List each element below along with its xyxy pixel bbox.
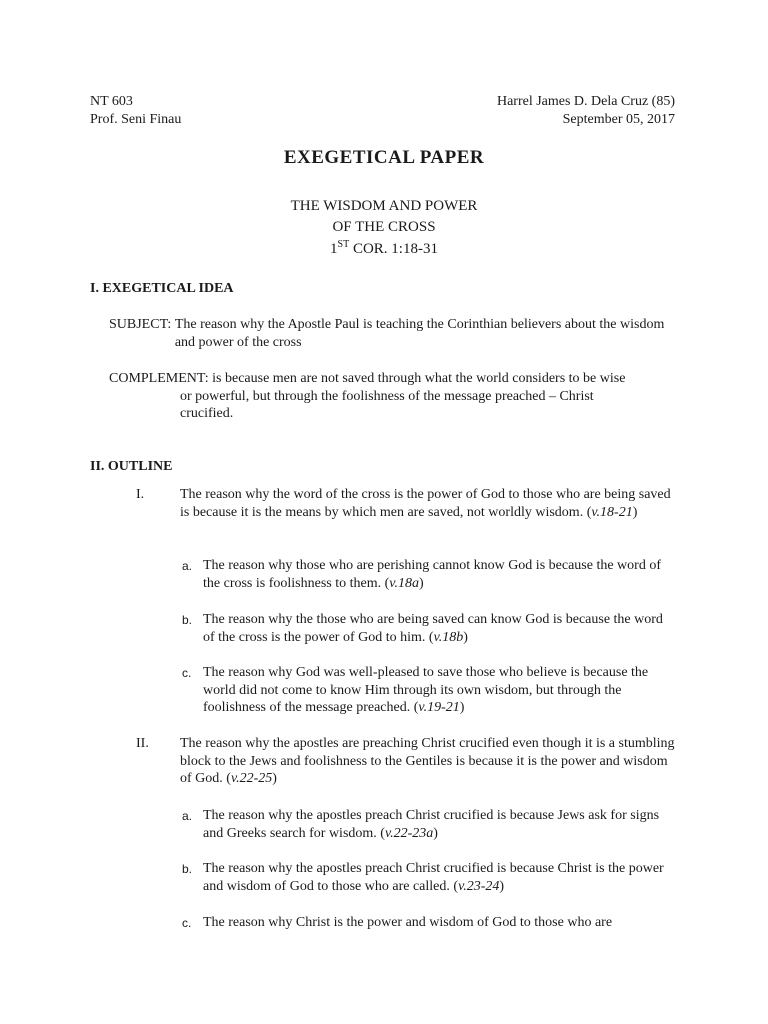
- subtitle-line-2: OF THE CROSS: [332, 219, 436, 235]
- verse-reference: v.22-25: [230, 771, 273, 786]
- paper-date: September 05, 2017: [562, 112, 675, 127]
- subject-label: SUBJECT:: [109, 317, 175, 332]
- subpoint-body: The reason why the apostles preach Christ crucified is because Christ is the power and wisdom of God to those who are called.: [203, 861, 664, 894]
- section-heading-outline: II. OUTLINE: [90, 459, 173, 474]
- outline-point-text: The reason why the apostles are preaching Christ crucified even though it is a stumbling block to the Jews and foolishness to the Gentiles is because it is the power and wisdom of God. (v.22-25): [180, 736, 675, 786]
- complement-label: COMPLEMENT:: [109, 371, 213, 386]
- outline-point-text: The reason why the word of the cross is the power of God to those who are being saved is because it is the means by which men are saved, not worldly wisdom. (v.18-21): [180, 487, 671, 520]
- subject-text: The reason why the Apostle Paul is teaching the Corinthian believers about the wisdom and power of the cross: [174, 317, 665, 350]
- verse-reference: v.23-24: [458, 878, 500, 894]
- section-heading-exegetical-idea: I. EXEGETICAL IDEA: [90, 281, 234, 296]
- subpoint-text: The reason why the those who are being saved can know God is because the word of the cross is the power of God to him. (v.18b): [203, 612, 663, 645]
- page-title: EXEGETICAL PAPER: [283, 147, 485, 168]
- book-number: 1: [330, 241, 338, 257]
- subpoint-text: The reason why those who are perishing cannot know God is because the word of the cross is foolishness to them. (v.18a): [203, 558, 661, 591]
- subpoint-body: The reason why the apostles preach Christ crucified is because Jews ask for signs and Greeks search for wisdom.: [203, 808, 660, 841]
- subpoint-body: The reason why those who are perishing cannot know God is because the word of the cross is foolishness to them.: [203, 558, 661, 591]
- complement-paragraph: [109, 370, 679, 423]
- verse-reference: v.22-23a: [384, 825, 434, 841]
- verse-reference: v.18a: [389, 575, 419, 591]
- verse-reference: v.18-21: [591, 504, 633, 520]
- book-ordinal: ST: [337, 239, 350, 250]
- verse-reference: v.19-21: [418, 700, 460, 715]
- subpoint-text: The reason why God was well-pleased to save those who believe is because the world did not come to know Him through its own wisdom, but through the foolishness of the message preached. (v.19-21): [203, 665, 649, 715]
- subtitle-line-3: [0, 239, 768, 259]
- course-code: NT 603: [90, 94, 133, 109]
- subpoint-body: The reason why the those who are being saved can know God is because the word of the cross is the power of God to him.: [203, 612, 663, 645]
- subpoint-letter: c.: [182, 666, 192, 680]
- subpoint-text: [203, 914, 673, 932]
- subpoint-letter: a.: [182, 809, 193, 823]
- complement-text-line-1: is because men are not saved through what the world considers to be wise: [212, 371, 626, 386]
- header-row-1: [90, 93, 675, 111]
- author-name: Harrel James D. Dela Cruz (85): [496, 94, 675, 109]
- outline-point-number: I.: [136, 487, 145, 502]
- outline-point-body: The reason why the word of the cross is the power of God to those who are being saved is because it is the means by which men are saved, not worldly wisdom.: [180, 487, 671, 520]
- subpoint-text: The reason why the apostles preach Christ crucified is because Jews ask for signs and Greeks search for wisdom. (v.22-23a): [203, 808, 660, 841]
- subpoint-body: The reason why God was well-pleased to save those who believe is because the world did not come to know Him through its own wisdom, but through the foolishness of the message preached.: [203, 665, 649, 715]
- subpoint-letter: b.: [182, 613, 193, 627]
- subtitle-line-1: THE WISDOM AND POWER: [290, 198, 478, 214]
- professor-name: Prof. Seni Finau: [90, 112, 182, 127]
- outline-point-body: The reason why the apostles are preaching Christ crucified even though it is a stumbling block to the Jews and foolishness to the Gentiles is because it is the power and wisdom of God.: [180, 736, 675, 786]
- subpoint-letter: c.: [182, 916, 192, 930]
- subject-paragraph: [109, 316, 679, 351]
- complement-text-rest: or powerful, but through the foolishness of the message preached – Christ crucified.: [180, 388, 594, 421]
- scripture-reference: COR. 1:18-31: [349, 241, 438, 257]
- subpoint-body: The reason why Christ is the power and wisdom of God to those who are: [203, 915, 613, 930]
- subpoint-letter: a.: [182, 559, 193, 573]
- subpoint-text: The reason why the apostles preach Christ crucified is because Christ is the power and wisdom of God to those who are called. (v.23-24): [203, 861, 664, 894]
- header-row-2: [90, 111, 675, 129]
- verse-reference: v.18b: [433, 629, 464, 645]
- outline-point-number: II.: [136, 736, 149, 751]
- subpoint-letter: b.: [182, 862, 193, 876]
